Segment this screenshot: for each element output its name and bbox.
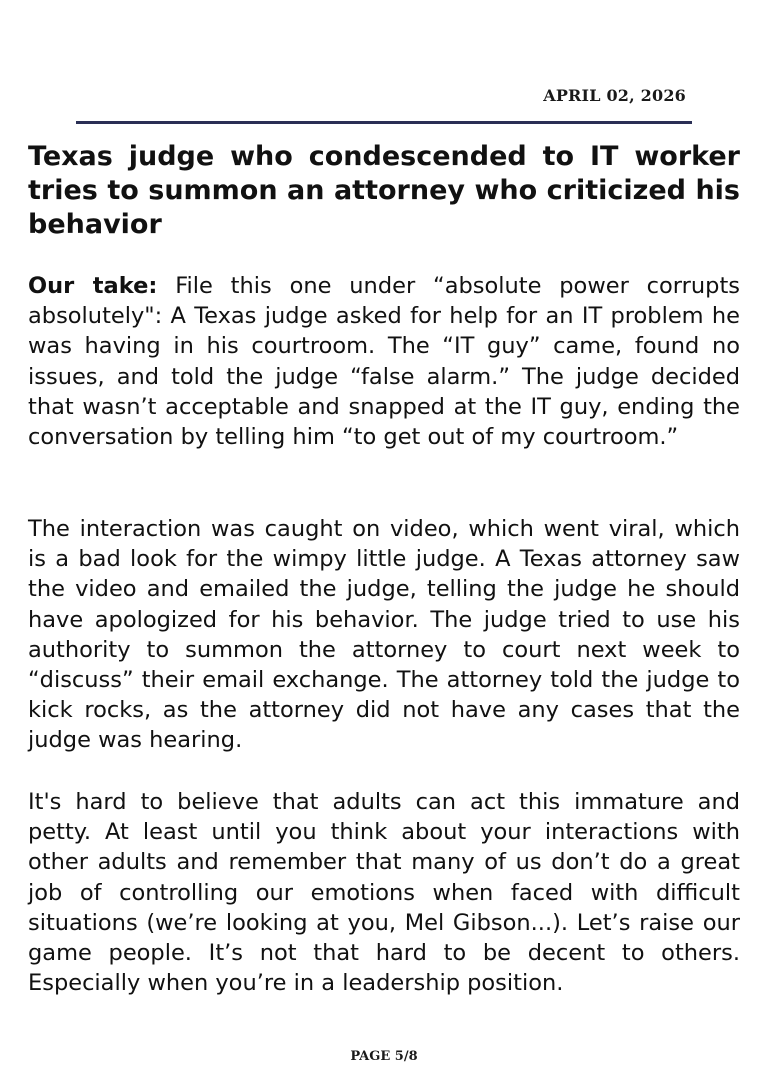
lead-label: Our take:: [28, 273, 158, 299]
article-paragraph-2: The interaction was caught on video, which went viral, which is a bad look for the wimpy little judge. A Texas attorney saw the video and emailed the judge, telling the judge he should have apologized for his behavior. The judge tried to use his authority to summon the attorney to court next week to “discuss” their email exchange. The attorney told the judge to kick rocks, as the attorney did not have any cases that the judge was hearing.: [28, 516, 740, 754]
article-date: APRIL 02, 2026: [543, 86, 686, 105]
article-paragraph-3: It's hard to believe that adults can act this immature and petty. At least until you think about your interactions with other adults and remember that many of us don’t do a great job of controlling our emotions when faced with difficult situations (we’re looking at you, Mel Gibson...). Let’s raise our game people. It’s not that hard to be decent to others. Especially when you’re in a leadership position.: [28, 789, 740, 997]
page-number: PAGE 5/8: [350, 1049, 418, 1064]
article-paragraph-1: [28, 271, 740, 452]
header-divider: [76, 121, 692, 124]
article-headline: Texas judge who condescended to IT worker tries to summon an attorney who criticized his behavior: [28, 141, 740, 240]
paragraph-1-text: File this one under “absolute power corrupts absolutely": A Texas judge asked for help for an IT problem he was having in his courtroom. The “IT guy” came, found no issues, and told the judge “false alarm.” The judge decided that wasn’t acceptable and snapped at the IT guy, ending the conversation by telling him “to get out of my courtroom.”: [28, 273, 740, 451]
